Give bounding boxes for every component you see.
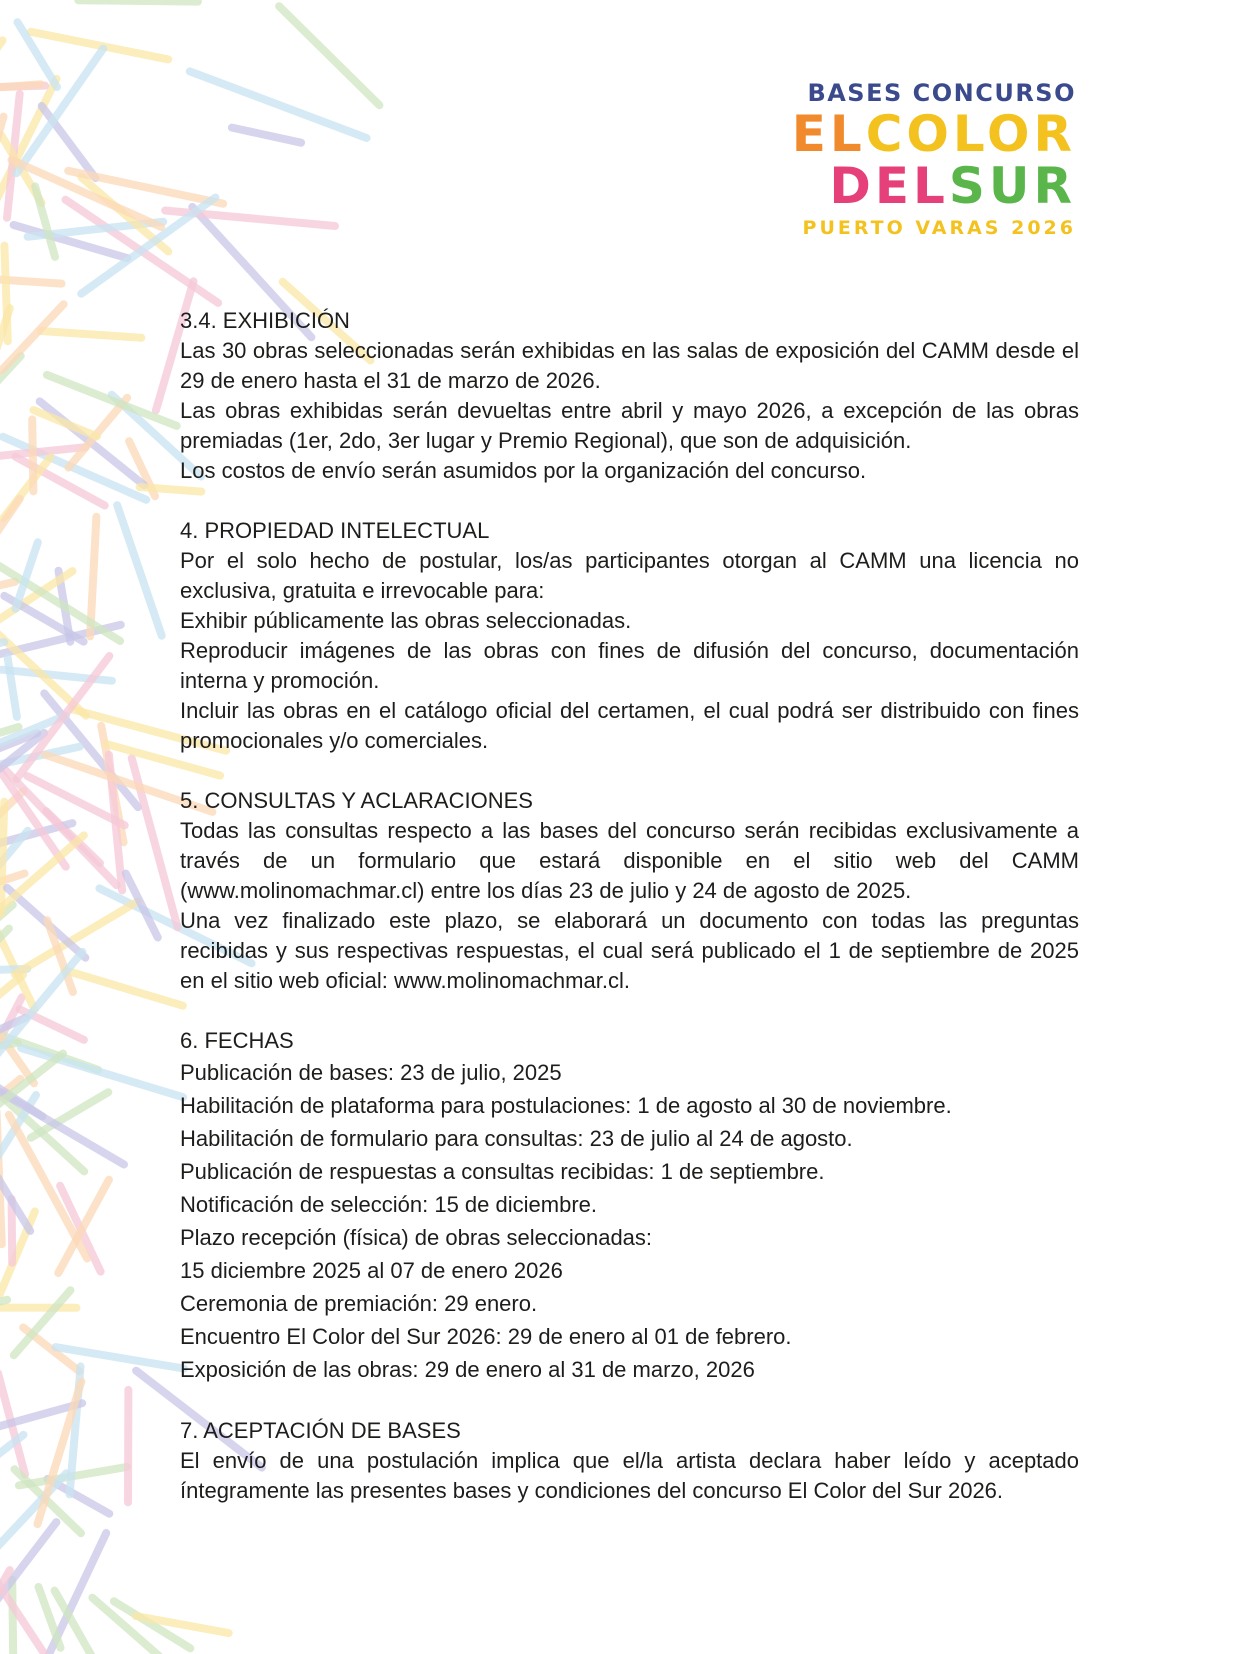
date-line: Notificación de selección: 15 de diciembre. bbox=[180, 1192, 598, 1217]
date-line: Ceremonia de premiación: 29 enero. bbox=[180, 1291, 538, 1316]
document-body bbox=[180, 306, 1079, 1536]
confetti-line bbox=[17, 49, 104, 174]
confetti-line bbox=[4, 769, 116, 885]
confetti-line bbox=[232, 128, 301, 143]
paragraph: Exhibir públicamente las obras seleccionadas. bbox=[180, 608, 632, 633]
section-aceptacion bbox=[180, 1416, 1079, 1506]
paragraph: Los costos de envío serán asumidos por la organización del concurso. bbox=[180, 458, 867, 483]
confetti-line bbox=[34, 410, 97, 436]
date-line: Habilitación de formulario para consultas: 23 de julio al 24 de agosto. bbox=[180, 1126, 853, 1151]
confetti-line bbox=[41, 331, 142, 338]
confetti-line bbox=[0, 117, 4, 187]
logo-word-sur: SUR bbox=[948, 157, 1076, 215]
date-line: Habilitación de plataforma para postulaciones: 1 de agosto al 30 de noviembre. bbox=[180, 1093, 952, 1118]
logo-word-el: EL bbox=[791, 105, 866, 163]
section-consultas bbox=[180, 786, 1079, 996]
paragraph: Todas las consultas respecto a las bases del concurso serán recibidas exclusivamente a través de un formulario que estará disponible en el sitio web del CAMM (www.molinomachmar.cl) entre los días 23 de julio y 24 de agosto de 2025. bbox=[180, 818, 1079, 903]
confetti-line bbox=[39, 1533, 106, 1654]
confetti-line bbox=[78, 0, 198, 1]
confetti-line bbox=[4, 246, 7, 342]
confetti-line bbox=[8, 658, 17, 717]
logo-puerto-varas: PUERTO VARAS 2026 bbox=[802, 217, 1076, 239]
confetti-line bbox=[190, 71, 367, 138]
paragraph: Reproducir imágenes de las obras con fines de difusión del concurso, documentación interna y promoción. bbox=[180, 638, 1079, 693]
date-line: Plazo recepción (física) de obras seleccionadas: bbox=[180, 1225, 653, 1250]
date-line: Publicación de respuestas a consultas recibidas: 1 de septiembre. bbox=[180, 1159, 825, 1184]
section-exhibicion bbox=[180, 306, 1079, 486]
confetti-line bbox=[0, 40, 3, 163]
logo-bases-concurso: BASES CONCURSO bbox=[807, 79, 1076, 107]
confetti-line bbox=[35, 186, 55, 257]
section-propiedad-intelectual bbox=[180, 516, 1079, 756]
confetti-line bbox=[1, 802, 5, 914]
logo-word-del: DEL bbox=[829, 157, 949, 215]
confetti-line bbox=[64, 970, 183, 1006]
date-line: Encuentro El Color del Sur 2026: 29 de enero al 01 de febrero. bbox=[180, 1324, 792, 1349]
date-line: Publicación de bases: 23 de julio, 2025 bbox=[180, 1060, 562, 1085]
confetti-line bbox=[21, 1048, 183, 1097]
logo-word-color: COLOR bbox=[865, 105, 1076, 163]
logo-del-sur bbox=[776, 157, 1076, 215]
section-title: 3.4. EXHIBICIÓN bbox=[180, 308, 350, 333]
paragraph: Por el solo hecho de postular, los/as participantes otorgan al CAMM una licencia no exclusiva, gratuita e irrevocable para: bbox=[180, 548, 1079, 603]
section-title: 6. FECHAS bbox=[180, 1028, 294, 1053]
paragraph: Las obras exhibidas serán devueltas entre abril y mayo 2026, a excepción de las obras premiadas (1er, 2do, 3er lugar y Premio Regional), que son de adquisición. bbox=[180, 398, 1079, 453]
paragraph: Una vez finalizado este plazo, se elaborará un documento con todas las preguntas recibidas y sus respectivas respuestas, el cual será publicado el 1 de septiembre de 2025 en el sitio web oficial: www.molinomachmar.cl. bbox=[180, 908, 1079, 993]
logo-el-color bbox=[776, 105, 1076, 163]
paragraph: Incluir las obras en el catálogo oficial del certamen, el cual podrá ser distribuido con fines promocionales y/o comerciales. bbox=[180, 698, 1079, 753]
section-title: 7. ACEPTACIÓN DE BASES bbox=[180, 1418, 461, 1443]
confetti-line bbox=[279, 6, 379, 105]
date-line: Exposición de las obras: 29 de enero al 31 de marzo, 2026 bbox=[180, 1357, 755, 1382]
date-line: 15 diciembre 2025 al 07 de enero 2026 bbox=[180, 1258, 563, 1283]
confetti-line bbox=[32, 419, 33, 491]
section-title: 4. PROPIEDAD INTELECTUAL bbox=[180, 518, 490, 543]
confetti-line bbox=[117, 505, 162, 636]
contest-logo bbox=[776, 78, 1076, 242]
section-fechas bbox=[180, 1026, 1079, 1386]
confetti-line bbox=[12, 1580, 14, 1654]
paragraph: El envío de una postulación implica que el/la artista declara haber leído y aceptado íntegramente las presentes bases y condiciones del concurso El Color del Sur 2026. bbox=[180, 1448, 1079, 1503]
section-title: 5. CONSULTAS Y ACLARACIONES bbox=[180, 788, 533, 813]
paragraph: Las 30 obras seleccionadas serán exhibidas en las salas de exposición del CAMM desde el 29 de enero hasta el 31 de marzo de 2026. bbox=[180, 338, 1079, 393]
